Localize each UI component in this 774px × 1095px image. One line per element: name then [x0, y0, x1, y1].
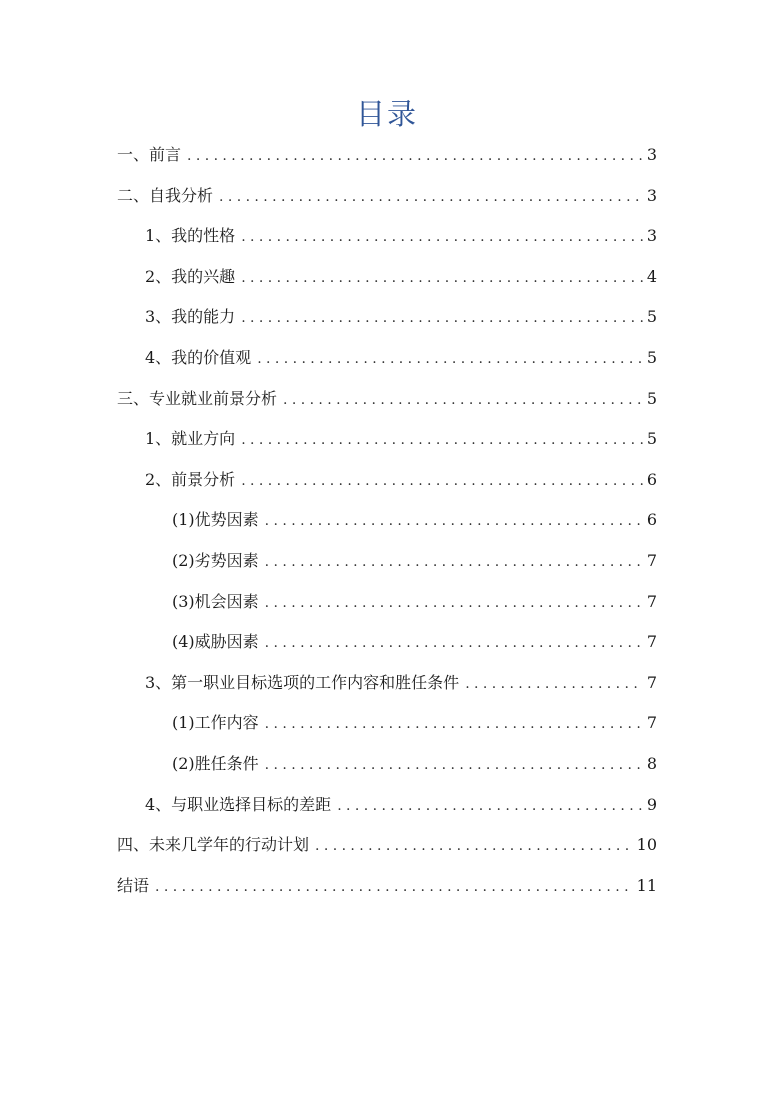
- toc-page-number: 7: [646, 713, 657, 733]
- toc-page-number: 5: [646, 307, 657, 327]
- toc-entry-title: (2)劣势因素: [172, 550, 259, 570]
- toc-dot-leader: [257, 344, 643, 374]
- toc-entry-title: (1)工作内容: [172, 713, 259, 733]
- toc-page-number: 3: [646, 226, 657, 246]
- toc-page-number: 8: [646, 753, 657, 773]
- toc-entry[interactable]: [117, 465, 657, 506]
- toc-entry-title: (2)胜任条件: [172, 753, 259, 773]
- toc-dot-leader: [283, 385, 643, 415]
- toc-page-number: 6: [646, 469, 657, 489]
- toc-entry[interactable]: [117, 181, 657, 222]
- toc-dot-leader: [265, 709, 643, 739]
- toc-page-number: 7: [646, 672, 657, 692]
- toc-entry[interactable]: [117, 302, 657, 343]
- toc-page-number: 7: [646, 591, 657, 611]
- toc-dot-leader: [265, 588, 643, 618]
- toc-page-number: 3: [646, 185, 657, 205]
- toc-page-number: 5: [646, 347, 657, 367]
- toc-dot-leader: [241, 303, 643, 333]
- toc-dot-leader: [241, 263, 643, 293]
- toc-dot-leader: [337, 791, 643, 821]
- toc-entry[interactable]: [117, 140, 657, 181]
- toc-entry-title: 4、与职业选择目标的差距: [145, 794, 332, 814]
- toc-page-number: 7: [646, 632, 657, 652]
- toc-entry-title: 3、第一职业目标选项的工作内容和胜任条件: [145, 672, 460, 692]
- toc-dot-leader: [265, 750, 643, 780]
- toc-dot-leader: [265, 628, 643, 658]
- toc-entry[interactable]: [117, 546, 657, 587]
- toc-entry-title: 1、就业方向: [145, 429, 236, 449]
- toc-entry[interactable]: [117, 871, 657, 912]
- toc-entry[interactable]: [117, 262, 657, 303]
- toc-entry-title: 2、我的兴趣: [145, 266, 236, 286]
- toc-entry-title: 一、前言: [117, 145, 182, 164]
- toc-page-number: 4: [646, 266, 657, 286]
- toc-entry-title: (4)威胁因素: [172, 632, 259, 652]
- toc-entry[interactable]: [117, 668, 657, 709]
- toc-entry[interactable]: [117, 627, 657, 668]
- toc-entry-title: 二、自我分析: [117, 185, 214, 205]
- toc-page-number: 3: [646, 145, 657, 164]
- toc-dot-leader: [265, 547, 643, 577]
- toc-dot-leader: [187, 141, 643, 171]
- toc-entry[interactable]: [117, 221, 657, 262]
- toc-entry-title: 1、我的性格: [145, 226, 236, 246]
- toc-dot-leader: [219, 182, 643, 212]
- toc-dot-leader: [241, 222, 643, 252]
- toc-entry-title: 4、我的价值观: [145, 347, 252, 367]
- toc-page-number: 5: [646, 429, 657, 449]
- toc-entry[interactable]: [117, 587, 657, 628]
- toc-dot-leader: [265, 506, 643, 536]
- toc-entry[interactable]: [117, 343, 657, 384]
- toc-page-number: 7: [646, 550, 657, 570]
- toc-dot-leader: [241, 466, 643, 496]
- toc-page-number: 11: [636, 875, 657, 895]
- toc-entry-title: 2、前景分析: [145, 469, 236, 489]
- toc-title: 目录: [355, 97, 418, 131]
- toc-dot-leader: [155, 872, 633, 902]
- toc-entry-title: 四、未来几学年的行动计划: [117, 835, 310, 855]
- toc-entry[interactable]: [117, 830, 657, 871]
- toc-entry[interactable]: [117, 384, 657, 425]
- toc-entry-title: 三、专业就业前景分析: [117, 388, 278, 408]
- toc-page-number: 6: [646, 510, 657, 530]
- toc-dot-leader: [315, 831, 633, 861]
- toc-dot-leader: [465, 669, 643, 699]
- toc-entry[interactable]: [117, 505, 657, 546]
- toc-page-number: 5: [646, 388, 657, 408]
- toc-page-number: 9: [646, 794, 657, 814]
- toc-entry[interactable]: [117, 424, 657, 465]
- toc-entry[interactable]: [117, 749, 657, 790]
- toc-entry-title: (1)优势因素: [172, 510, 259, 530]
- toc-entry-title: 结语: [117, 875, 150, 895]
- toc-entry-title: (3)机会因素: [172, 591, 259, 611]
- toc-page-number: 10: [636, 835, 657, 855]
- toc-dot-leader: [241, 425, 643, 455]
- table-of-contents: [117, 140, 657, 911]
- toc-entry-title: 3、我的能力: [145, 307, 236, 327]
- toc-entry[interactable]: [117, 790, 657, 831]
- toc-entry[interactable]: [117, 708, 657, 749]
